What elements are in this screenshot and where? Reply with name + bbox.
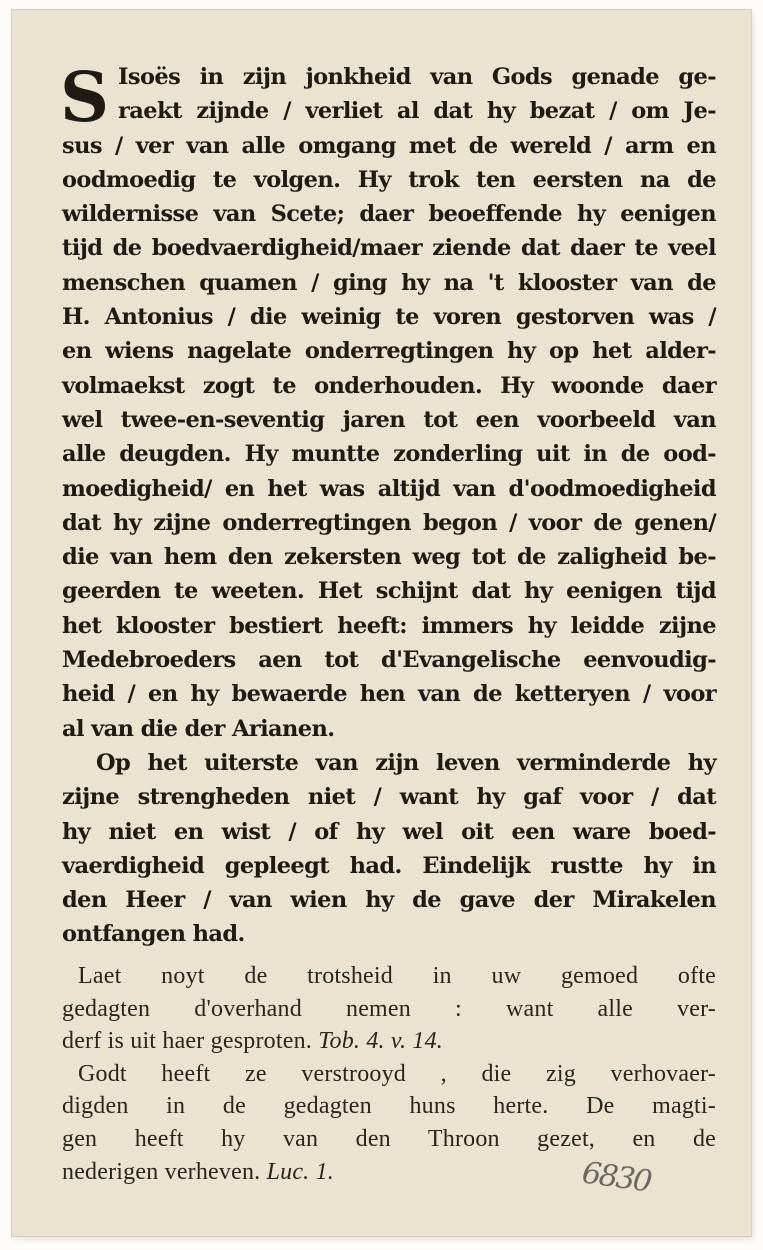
quote-line: digden in de gedagten huns herte. De magti- [62,1093,716,1120]
text-line: tijd de boedvaerdigheid/maer ziende dat daer te veel [62,235,716,262]
main-text-block [62,60,716,952]
quote-line: Godt heeft ze verstrooyd , die zig verhovaer- [78,1060,716,1087]
text-line: H. Antonius / die weinig te voren gestorven was / [62,304,716,331]
text-line: den Heer / van wien hy de gave der Mirakelen [62,887,716,914]
text-line: al van die der Arianen. [62,715,335,742]
text-line: volmaekst zogt te onderhouden. Hy woonde daer [62,372,716,399]
text-line: geerden te weeten. Het schijnt dat hy eenigen tijd [62,578,716,605]
scripture-reference: Tob. 4. v. 14. [318,1028,444,1055]
text-line: het klooster bestiert heeft: immers hy leidde zijne [62,612,716,639]
drop-capital: S [60,58,110,138]
text-line: vaerdigheid gepleegt had. Eindelijk rustte hy in [62,852,716,879]
quotes-block [62,960,716,1188]
text-line: dat hy zijne onderregtingen begon / voor de genen/ [62,509,716,536]
handwritten-annotation: 6830 [579,1155,653,1200]
page-sheet [12,10,751,1236]
text-line: Op het uiterste van zijn leven verminderde hy [96,749,716,776]
text-line: alle deugden. Hy muntte zonderling uit in de ood- [62,441,716,468]
text-line: ontfangen had. [62,921,245,948]
text-line: hy niet en wist / of hy wel oit een ware boed- [62,818,716,845]
text-line: sus / ver van alle omgang met de wereld / arm en [62,132,716,159]
scripture-reference: Luc. 1. [266,1158,334,1185]
text-line: raekt zijnde / verliet al dat hy bezat / om Je- [118,98,716,125]
text-line: wel twee-en-seventig jaren tot een voorbeeld van [62,406,716,433]
quote-line: gen heeft hy van den Throon gezet, en de [62,1125,716,1152]
text-line: wildernisse van Scete; daer beoeffende hy eenigen [62,201,716,228]
quote-line: gedagten d'overhand nemen : want alle ver- [62,995,716,1022]
text-line: Medebroeders aen tot d'Evangelische eenvoudig- [62,647,716,674]
text-line: oodmoedig te volgen. Hy trok ten eersten na de [62,166,716,193]
text-line: menschen quamen / ging hy na 't klooster van de [62,269,716,296]
text-line: Isoës in zijn jonkheid van Gods genade ge- [118,64,716,90]
text-line: zijne strengheden niet / want hy gaf voor / dat [62,784,716,811]
text-line: die van hem den zekersten weg tot de zaligheid be- [62,544,716,571]
quote-line [62,1025,716,1058]
quote-line-text: derf is uit haer gesproten. [62,1028,312,1055]
text-line: en wiens nagelate onderregtingen hy op het alder- [62,338,716,365]
quote-line-text: nederigen verheven. [62,1158,261,1185]
quote-line: Laet noyt de trotsheid in uw gemoed ofte [78,963,716,989]
text-line: moedigheid/ en het was altijd van d'oodmoedigheid [62,475,716,502]
text-line: heid / en hy bewaerde hen van de ketteryen / voor [62,681,716,708]
